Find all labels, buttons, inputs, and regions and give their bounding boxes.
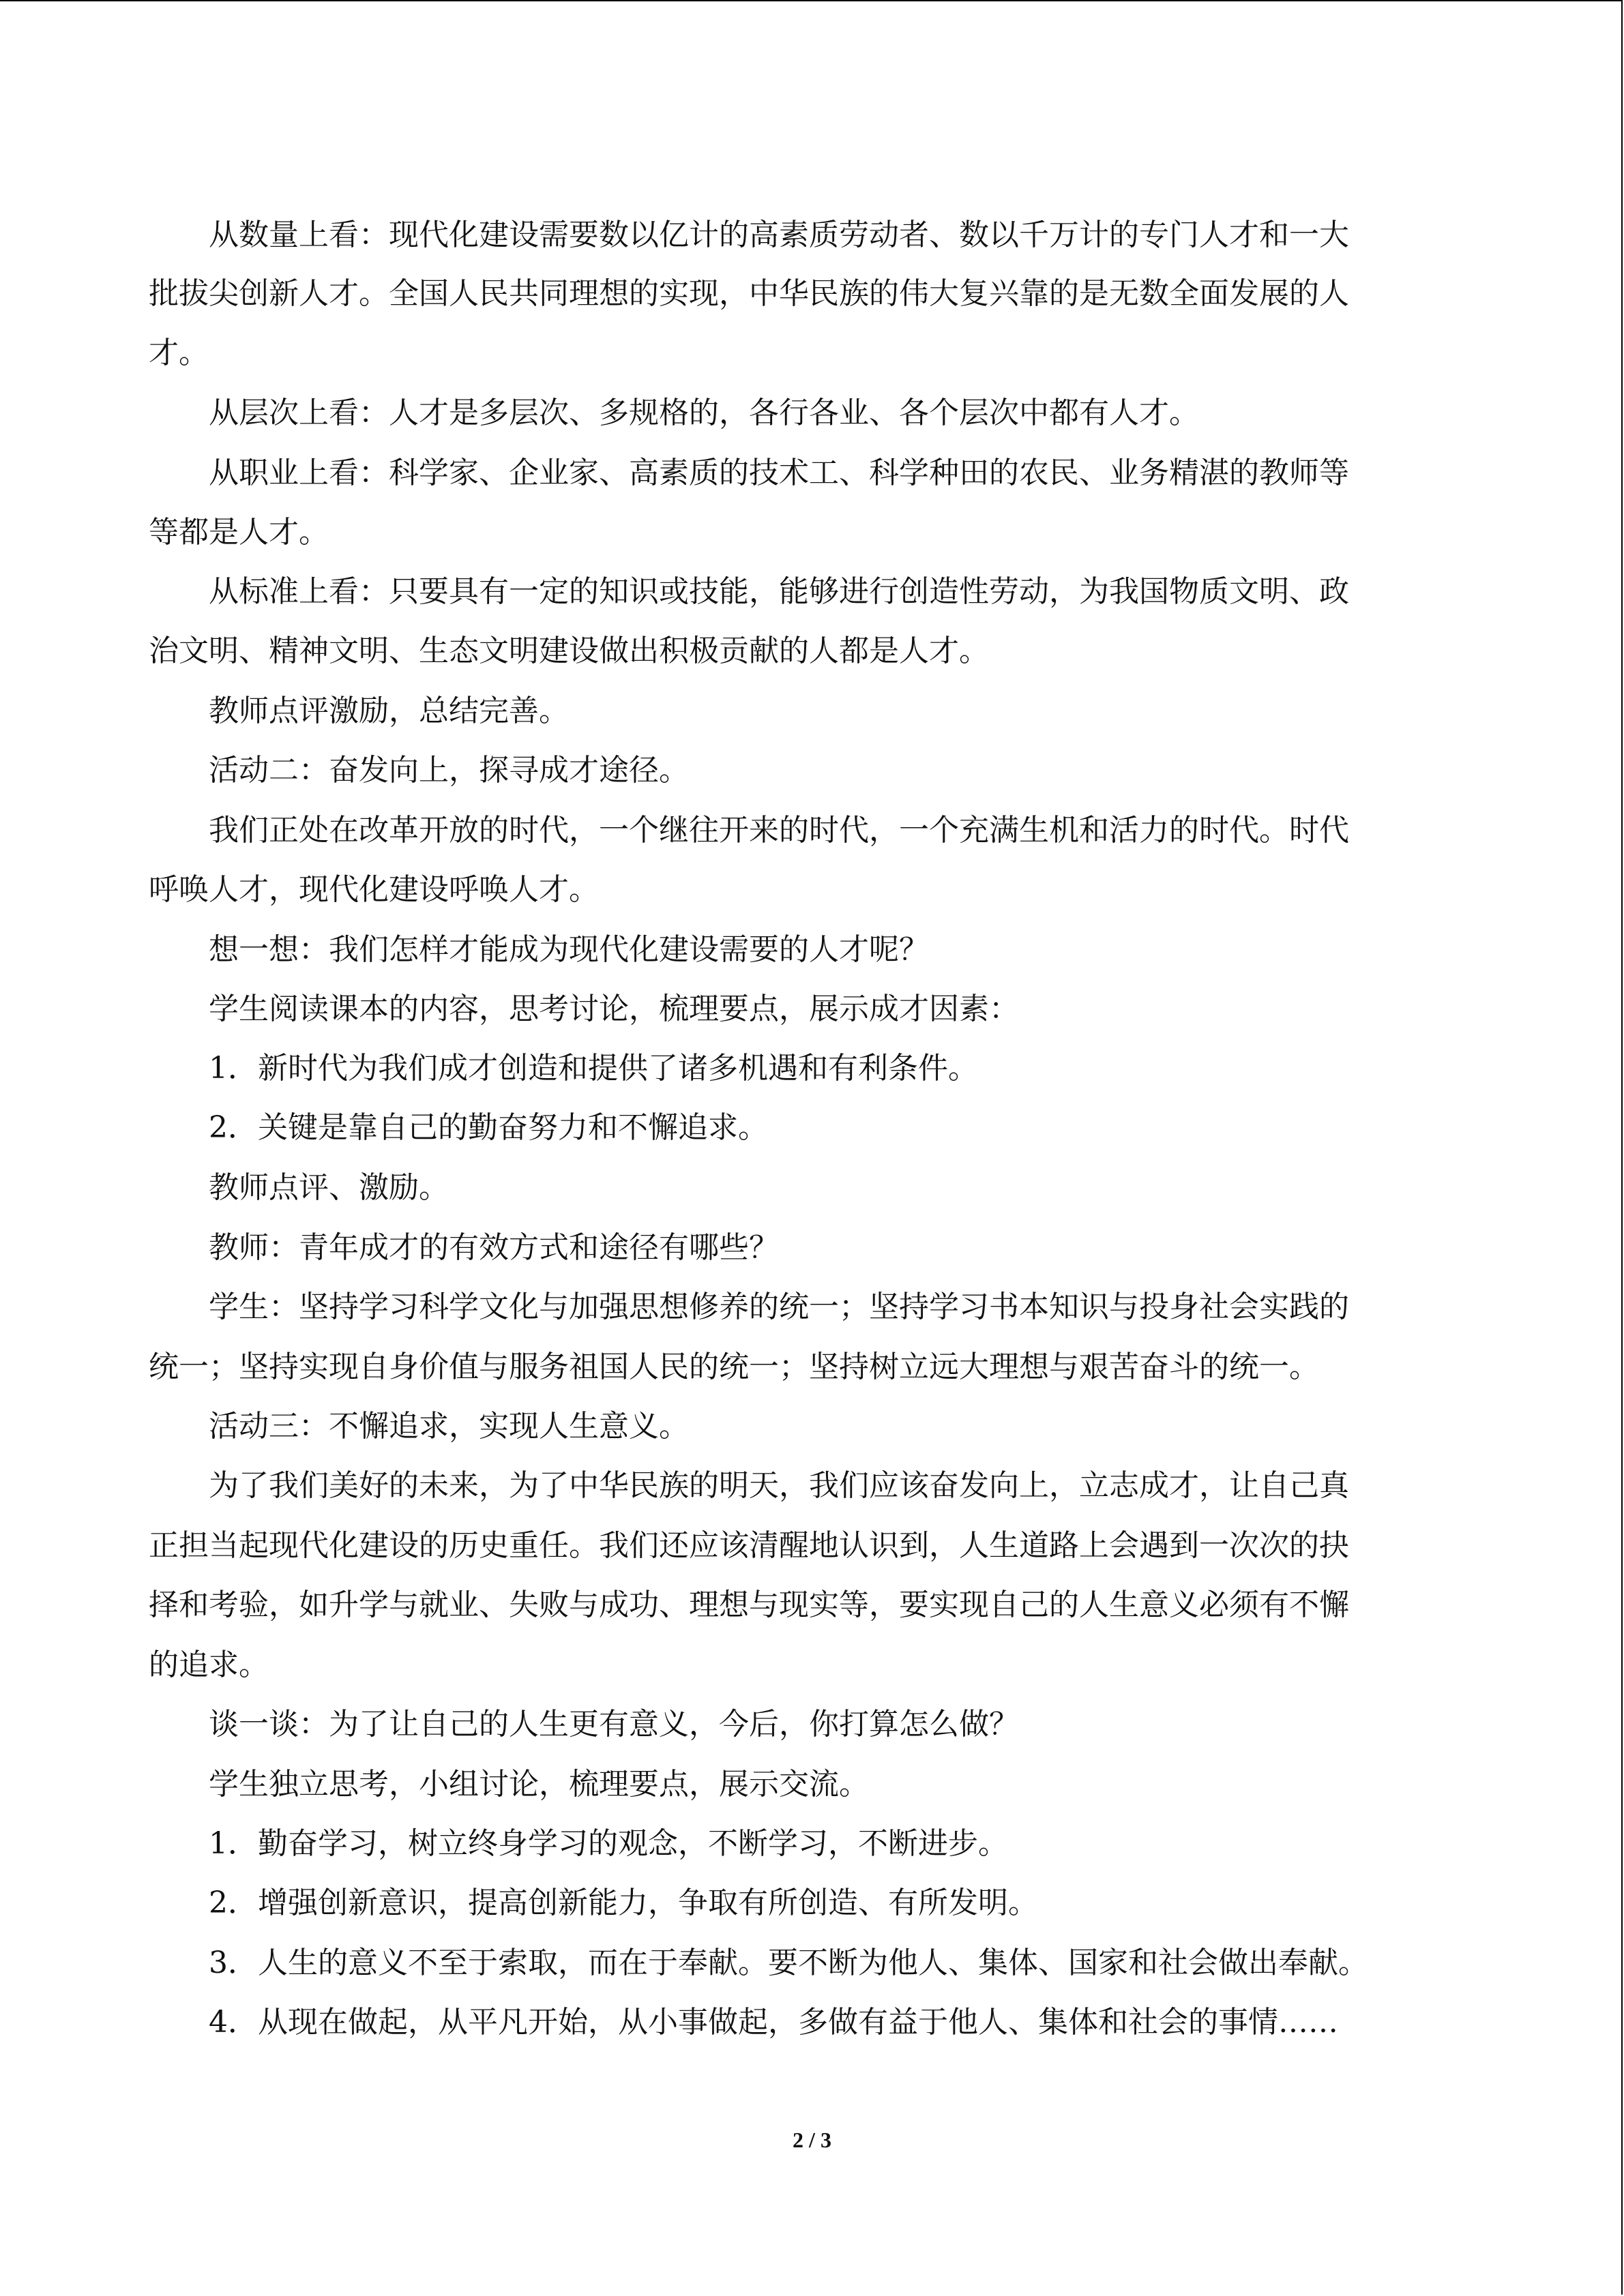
paragraph-line: 正担当起现代化建设的历史重任。我们还应该清醒地认识到，人生道路上会遇到一次次的抉 [149,1528,1349,1563]
paragraph-line: 才。 [149,336,209,370]
paragraph-line: 教师点评、激励。 [209,1170,449,1205]
paragraph-line: 择和考验，如升学与就业、失败与成功、理想与现实等，要实现自己的人生意义必须有不懈 [149,1587,1349,1622]
paragraph-line: 活动二：奋发向上，探寻成才途径。 [209,753,689,788]
paragraph-line: 4．从现在做起，从平凡开始，从小事做起，多做有益于他人、集体和社会的事情…… [209,2005,1338,2040]
paragraph-line: 2．增强创新意识，提高创新能力，争取有所创造、有所发明。 [209,1885,1038,1920]
page-number: 2 / 3 [793,2128,831,2152]
paragraph-line: 2．关键是靠自己的勤奋努力和不懈追求。 [209,1110,768,1145]
paragraph-line: 教师：青年成才的有效方式和途径有哪些？ [209,1230,779,1265]
paragraph-line: 批拔尖创新人才。全国人民共同理想的实现，中华民族的伟大复兴靠的是无数全面发展的人 [149,276,1349,311]
paragraph-line: 我们正处在改革开放的时代，一个继往开来的时代，一个充满生机和活力的时代。时代 [209,813,1349,848]
paragraph-line: 1．勤奋学习，树立终身学习的观念，不断学习，不断进步。 [209,1826,1008,1861]
paragraph-line: 活动三：不懈追求，实现人生意义。 [209,1409,689,1444]
paragraph-line: 谈一谈：为了让自己的人生更有意义，今后，你打算怎么做？ [209,1707,1019,1742]
paragraph-line: 学生：坚持学习科学文化与加强思想修养的统一；坚持学习书本知识与投身社会实践的 [209,1289,1349,1324]
paragraph-line: 3．人生的意义不至于索取，而在于奉献。要不断为他人、集体、国家和社会做出奉献。 [209,1945,1368,1980]
paragraph-line: 学生独立思考，小组讨论，梳理要点，展示交流。 [209,1767,869,1802]
paragraph-line: 学生阅读课本的内容，思考讨论，梳理要点，展示成才因素： [209,992,1019,1026]
paragraph-line: 治文明、精神文明、生态文明建设做出积极贡献的人都是人才。 [149,633,989,668]
paragraph-line: 教师点评激励，总结完善。 [209,694,569,728]
paragraph-line: 的追求。 [149,1648,269,1682]
paragraph-line: 等都是人才。 [149,515,329,550]
paragraph-line: 从职业上看：科学家、企业家、高素质的技术工、科学种田的农民、业务精湛的教师等 [209,456,1349,490]
paragraph-line: 为了我们美好的未来，为了中华民族的明天，我们应该奋发向上，立志成才，让自己真 [209,1468,1349,1503]
paragraph-line: 想一想：我们怎样才能成为现代化建设需要的人才呢？ [209,932,929,967]
paragraph-line: 1．新时代为我们成才创造和提供了诸多机遇和有利条件。 [209,1051,978,1086]
paragraph-line: 从标准上看：只要具有一定的知识或技能，能够进行创造性劳动，为我国物质文明、政 [209,574,1349,609]
paragraph-line: 从数量上看：现代化建设需要数以亿计的高素质劳动者、数以千万计的专门人才和一大 [209,218,1349,252]
paragraph-line: 呼唤人才，现代化建设呼唤人才。 [149,872,599,907]
paragraph-line: 统一；坚持实现自身价值与服务祖国人民的统一；坚持树立远大理想与艰苦奋斗的统一。 [149,1350,1319,1384]
paragraph-line: 从层次上看：人才是多层次、多规格的，各行各业、各个层次中都有人才。 [209,396,1199,430]
